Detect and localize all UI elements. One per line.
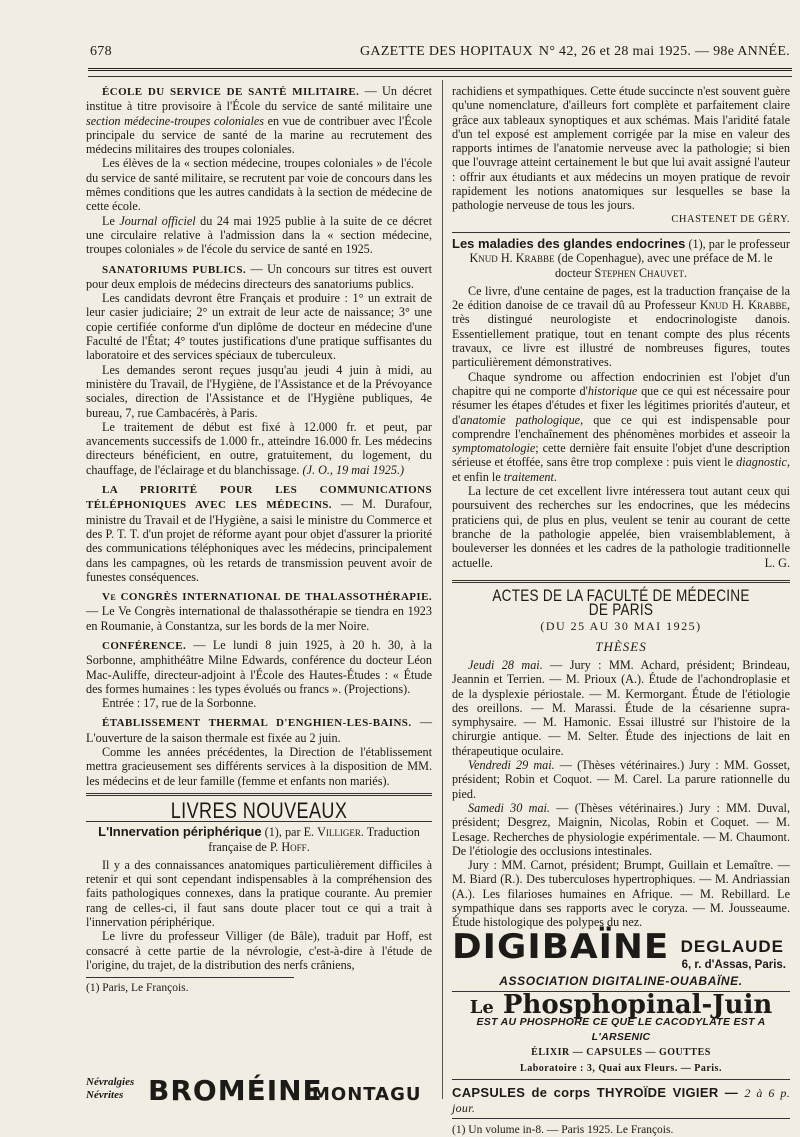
paragraph: rachidiens et sympathiques. Cette étude succincte n'est souvent guère qu'une nomenclature, d'ailleurs fort complète et parfaitement claire grâce aux tableaux synoptiques et aux schémas. Mais l'aridité fatale d'un tel exposé est amplement corrigée par la mise en valeur des rapports intimes de l'anatomie nerveuse avec la pathologie; si bien que l'ouvrage atteint certainement le but que lui avait assigné l'auteur : offrir aux étudiants et aux médecins un moyen pratique de revoir rapidement les notions anatomiques sur lesquelles se base la pathologie nerveuse de tous les jours. — [452, 84, 790, 213]
paragraph: Le Journal officiel du 24 mai 1925 publie à la suite de ce décret une circulaire relative à l'admission dans la « section médecine, troupes coloniales » de l'école du service de santé en 1925. — [86, 213, 432, 257]
paragraph: Entrée : 17, rue de la Sorbonne. — [102, 696, 257, 711]
theses-entry: Samedi 30 mai. — (Thèses vétérinaires.) Jury : MM. Duval, président; Desgrez, Maignin, Nicolas, Robin et Coquet. — M. Lesage. Recherches de physiologie expérimentale. — M. Chaumont. De l'étiologie des occlusions intestinales. — [452, 800, 790, 858]
paragraph: Les demandes seront reçues jusqu'au jeudi 4 juin à midi, au ministère du Travail, de l'Hygiène, de l'Assistance et de la Prévoyance sociales, direction de l'Assistance et de l'Hygiène publiques, 4e bureau, 7, rue Cambacérès, à Paris. — [86, 362, 432, 420]
paragraph: Comme les années précédentes, la Direction de l'établissement mettra gracieusement ses différents services à la disposition de MM. les médecins et de leur famille (femme et enfants non mariés). — [86, 745, 432, 788]
footnote: (1) Paris, Le François. — [86, 982, 189, 995]
ad-slogan: EST AU PHOSPHORE CE QUE LE CACODYLATE EST A L'ARSENIC — [476, 1016, 766, 1043]
paragraph: Les candidats devront être Français et produire : 1° un extrait de leur casier judiciaire; 2° un extrait de leur acte de naissance; 3° une copie certifiée conforme d'un diplôme de docteur en médecine d'une Faculté de l'État; 4° toutes justifications d'une pratique suffisantes du laboratoire et des services spéciaux de tuberculeux. — [86, 291, 432, 363]
section-rule — [86, 793, 432, 796]
ad-address: 6, r. d'Assas, Paris. — [681, 958, 786, 971]
book-title: Les maladies des glandes endocrines — [452, 235, 686, 251]
ad-product-name: DIGIBAÏNE — [452, 926, 670, 967]
news-thalasso: Ve CONGRÈS INTERNATIONAL DE THALASSOTHÉRAPIE. — Le Ve Congrès international de thalassothérapie se tiendra en 1923 en Roumanie, à Constantza, sur les bords de la mer Noire. — [86, 591, 432, 633]
review-innervation-cont — [452, 84, 790, 227]
ad-subtitle: ASSOCIATION DIGITALINE-OUABAÏNE. — [499, 973, 743, 988]
right-column — [452, 84, 790, 1137]
ad-lab: Laboratoire : 3, Quai aux Fleurs. — Paris. — [520, 1063, 722, 1075]
paragraph: Le traitement de début est fixé à 12.000 fr. et peut, par avancements successifs de 1.000 fr., atteindre 16.000 fr. Les médecins directeurs bénéficient, en outre, gratuitement, du logement, du chauffage, de l'éclairage et du blanchissage. (J. O., 19 mai 1925.) — [86, 419, 432, 477]
header-rule-thin — [88, 76, 792, 77]
news-title: CONFÉRENCE. — [102, 639, 187, 652]
footnote: (1) Un volume in-8. — Paris 1925. Le François. — [452, 1124, 674, 1136]
ad-brand: MONTAGU — [312, 1084, 422, 1105]
news-ecole-sante: ÉCOLE DU SERVICE DE SANTÉ MILITAIRE. — Un décret institue à titre provisoire à l'École du service de santé militaire une section médecine-troupes coloniales en vue de contribuer avec l'École principale du service de santé de la marine au recrutement des médecins militaires des troupes coloniales. Les élèves de la « section médecine, troupes coloniales » de l'école du service de santé militaire, se recrutent par voie de concours dans les mêmes conditions que les autres candidats à la section de médecine de cette école. Le Journal officiel du 24 mai 1925 publie à la suite de ce décret une circulaire relative à l'admission dans la « section médecine, troupes coloniales » de l'école du service de santé en 1925. — [86, 84, 432, 257]
review-innervation: L'Innervation périphérique (1), par E. Villiger. Traduction française de P. Hoff. Il y a des connaissances anatomiques particulièrement difficiles à retenir et qui sont cependant indispensables à la compréhension des faits pathologiques connexes, dans la pratique courante. Au premier rang de celles-ci, il faut sans doute placer tout ce qui a trait à l'innervation périphérique. Le livre du professeur Villiger (de Bâle), traduit par Hoff, est consacré à cette partie de la névrologie, c'est-à-dire à l'étude de l'origine, du trajet, de la distribution des nerfs crâniens, — [86, 824, 432, 972]
news-title: SANATORIUMS PUBLICS. — [102, 263, 247, 276]
ad-rule — [452, 1079, 790, 1080]
paragraph: Les élèves de la « section médecine, troupes coloniales » de l'école du service de santé militaire, se recrutent par voie de concours dans les mêmes conditions que les autres candidats à la section de médecine de cette école. — [86, 156, 432, 214]
theses-entry: Vendredi 29 mai. — (Thèses vétérinaires.) Jury : MM. Gosset, président; Robin et Coquot. — M. Carel. La parure rationnelle du pied. — [452, 758, 791, 801]
paragraph: Chaque syndrome ou affection endocrinien est l'objet d'un chapitre qui ne comporte d'historique que ce qui est nécessaire pour résumer les étapes d'études et fixer les légitimes priorités d'auteur, et d'anatomie pathologique, que ce qui est indispensable pour comprendre l'enchaînement des phénomènes morbides et asseoir la symptomatologie; cette dernière fait ensuite l'objet d'une description sérieuse et étoffée, sans être trop complexe : puis vient le diagnostic, et enfin le traitement. — [452, 369, 790, 484]
ad-bromeine — [86, 1074, 432, 1112]
theses-heading: THÈSES — [595, 638, 647, 654]
ad-forms: ÉLIXIR — CAPSULES — GOUTTES — [531, 1046, 711, 1058]
actes-dates: (DU 25 AU 30 MAI 1925) — [540, 619, 702, 634]
page-header — [90, 44, 790, 64]
ad-brand: DEGLAUDE — [680, 936, 784, 956]
news-enghien: ÉTABLISSEMENT THERMAL D'ENGHIEN-LES-BAINS. — L'ouverture de la saison thermale est fixée au 2 juin. Comme les années précédentes, la Direction de l'établissement mettra gracieusement ses différents services à la disposition de MM. les médecins et de leur famille (femme et enfants non mariés). — [86, 715, 433, 788]
page-number: 678 — [90, 44, 112, 59]
ad-phosphopinal: Le Phosphopinal-Juin — [469, 989, 773, 1020]
column-divider — [442, 80, 443, 1099]
paragraph: Le livre du professeur Villiger (de Bâle), traduit par Hoff, est consacré à cette partie de la névrologie, c'est-à-dire à l'étude de l'origine, du trajet, de la distribution des nerfs crâniens, — [86, 929, 432, 972]
theses-list — [452, 658, 790, 930]
theses-entry: Jury : MM. Carnot, président; Brumpt, Guillain et Lemaître. — M. Biard (R.). Des tuberculoses hypertrophiques. — M. Andriassian (A.). Les filarioses humaines en Afrique. — M. Rebillard. Le sympathique dans ses rapports avec le coryza. — M. Jousseaume. Étude histologique des polypes du nez. — [452, 858, 790, 930]
news-title: ÉTABLISSEMENT THERMAL D'ENGHIEN-LES-BAINS. — [102, 717, 412, 730]
ad-product-name: Phosphopinal-Juin — [502, 989, 773, 1020]
ad-digibaine — [452, 926, 790, 974]
news-conference: CONFÉRENCE. — Le lundi 8 juin 1925, à 20 h. 30, à la Sorbonne, amphithéâtre Milne Edwards, conférence du docteur Léon Mac-Auliffe, directeur-adjoint à l'École des Hautes-Études : « Étude des formes humaines : les types évolués ou francs ». (Projections). Entrée : 17, rue de la Sorbonne. — [86, 637, 432, 711]
paragraph: Ce livre, d'une centaine de pages, est la traduction française de la 2e édition danoise de ce travail dû au Professeur Knud H. Krabbe, très distingué neurologiste et endocrinologiste danois. Essentiellement pratique, tout en tenant compte des plus récents travaux, ce livre est illustré de nombreuses figures, toutes particulièrement démonstratives. — [452, 283, 790, 370]
journal-title: GAZETTE DES HOPITAUX — [360, 44, 533, 59]
review-endocrines: Les maladies des glandes endocrines (1), par le professeur Knud H. Krabbe (de Copenhague), avec une préface de M. le docteur Stephen Chauvet. Ce livre, d'une centaine de pages, est la traduction française de la 2e édition danoise de ce travail dû au Professeur Knud H. Krabbe, très distingué neurologiste et endocrinologiste danois. Essentiellement pratique, tout en tenant compte des plus récents travaux, ce livre est illustré de nombreuses figures, toutes particulièrement démonstratives. Chaque syndrome ou affection endocrinien est l'objet d'un chapitre qui ne comporte d'historique que ce qui est nécessaire pour résumer les étapes d'études et fixer les légitimes priorités d'auteur, et d'anatomie pathologique, que ce qui est indispensable pour comprendre l'enchaînement des phénomènes morbides et asseoir la symptomatologie; cette dernière fait ensuite l'objet d'une description sérieuse et étoffée, sans être trop complexe : puis vient le diagnostic, et enfin le traitement. La lecture de cet excellent livre intéressera tout autant ceux qui poursuivent des recherches sur les endocrines, que les médecins praticiens qui, de plus en plus, veulent se tenir au courant de cette branche de la pathologie appelée, bien vraisemblablement, à bouleverser les données et les cadres de la pathologie traditionnelle actuelle. L. G. — [452, 235, 790, 570]
news-title: ÉCOLE DU SERVICE DE SANTÉ MILITAIRE. — [102, 86, 360, 98]
section-rule — [452, 580, 790, 583]
ad-product-name: BROMÉINE — [148, 1074, 323, 1107]
left-column — [86, 84, 432, 996]
section-heading-livres: LIVRES NOUVEAUX — [170, 797, 348, 823]
ad-indications: Névralgies Névrites — [86, 1076, 135, 1101]
footnote-rule — [86, 977, 294, 978]
news-title: LA PRIORITÉ POUR LES COMMUNICATIONS TÉLÉPHONIQUES AVEC LES MÉDECINS. — [86, 484, 432, 512]
paragraph: Il y a des connaissances anatomiques particulièrement difficiles à retenir et qui sont cependant indispensables à la compréhension des faits pathologiques connexes, dans la pratique courante. Au premier rang de celles-ci, il faut sans doute placer tout ce qui a trait à l'innervation périphérique. — [86, 857, 432, 930]
book-title: L'Innervation périphérique — [98, 824, 262, 840]
news-title: Ve CONGRÈS INTERNATIONAL DE THALASSOTHÉRAPIE. — [102, 591, 432, 604]
ad-vigier: CAPSULES de corps THYROÏDE VIGIER — 2 à 6 p. jour. — [452, 1085, 790, 1115]
paragraph: La lecture de cet excellent livre intéressera tout autant ceux qui poursuivent des recherches sur les endocrines, que les médecins praticiens qui, de plus en plus, veulent se tenir au courant de cette branche de la pathologie appelée, bien vraisemblablement, à bouleverser les données et les cadres de la pathologie traditionnelle actuelle. L. G. — [452, 484, 790, 570]
section-heading-actes: ACTES DE LA FACULTÉ DE MÉDECINE DE PARIS — [492, 585, 750, 620]
issue-info: N° 42, 26 et 28 mai 1925. — 98e ANNÉE. — [538, 44, 790, 59]
theses-entry: Jeudi 28 mai. — Jury : MM. Achard, président; Brindeau, Jeannin et Terrien. — M. Prioux (A.). Étude de l'achondroplasie et de la dysplexie périostale. — M. Kermorgant. Étude de l'étiologie des oreillons. — M. Marassi. Étude de la césarienne supra-symphysaire. — M. Hamonic. Essai illustré sur l'histoire de la chirurgie antique. — M. Selter. Étude des injections de lait en thérapeutique oculaire. — [452, 657, 790, 758]
news-sanatoriums: SANATORIUMS PUBLICS. — Un concours sur titres est ouvert pour deux emplois de médecins directeurs des sanatoriums publics. Les candidats devront être Français et produire : 1° un extrait de leur casier judiciaire; 2° un extrait de leur acte de naissance; 3° une copie certifiée conforme d'un diplôme de docteur en médecine d'une Faculté de l'État; 4° toutes justifications d'une pratique suffisantes du laboratoire et des services spéciaux de tuberculeux. Les demandes seront reçues jusqu'au jeudi 4 juin à midi, au ministère du Travail, de l'Hygiène, de l'Assistance et de la Prévoyance sociales, direction de l'Assistance et de l'Hygiène publiques, 4e bureau, 7, rue Cambacérès, à Paris. Le traitement de début est fixé à 12.000 fr. et peut, par avancements successifs de 1.000 fr., atteindre 16.000 fr. Les médecins directeurs bénéficient, en outre, gratuitement, du logement, du chauffage, de l'éclairage et du blanchissage. (J. O., 19 mai 1925.) — [86, 261, 432, 477]
header-rule — [88, 68, 792, 71]
review-rule — [452, 232, 790, 233]
news-telephone: LA PRIORITÉ POUR LES COMMUNICATIONS TÉLÉPHONIQUES AVEC LES MÉDECINS. — M. Durafour, ministre du Travail et de l'Hygiène, a saisi le ministre du Commerce et des P. T. T. d'un projet de réforme ayant pour objet d'assurer la priorité des communications téléphoniques avec les médecins, principalement dans les campagnes, où les retards de transmission peuvent avoir de funestes conséquences. — [86, 484, 432, 584]
author-signature: CHASTENET DE GÉRY. — [671, 213, 790, 225]
